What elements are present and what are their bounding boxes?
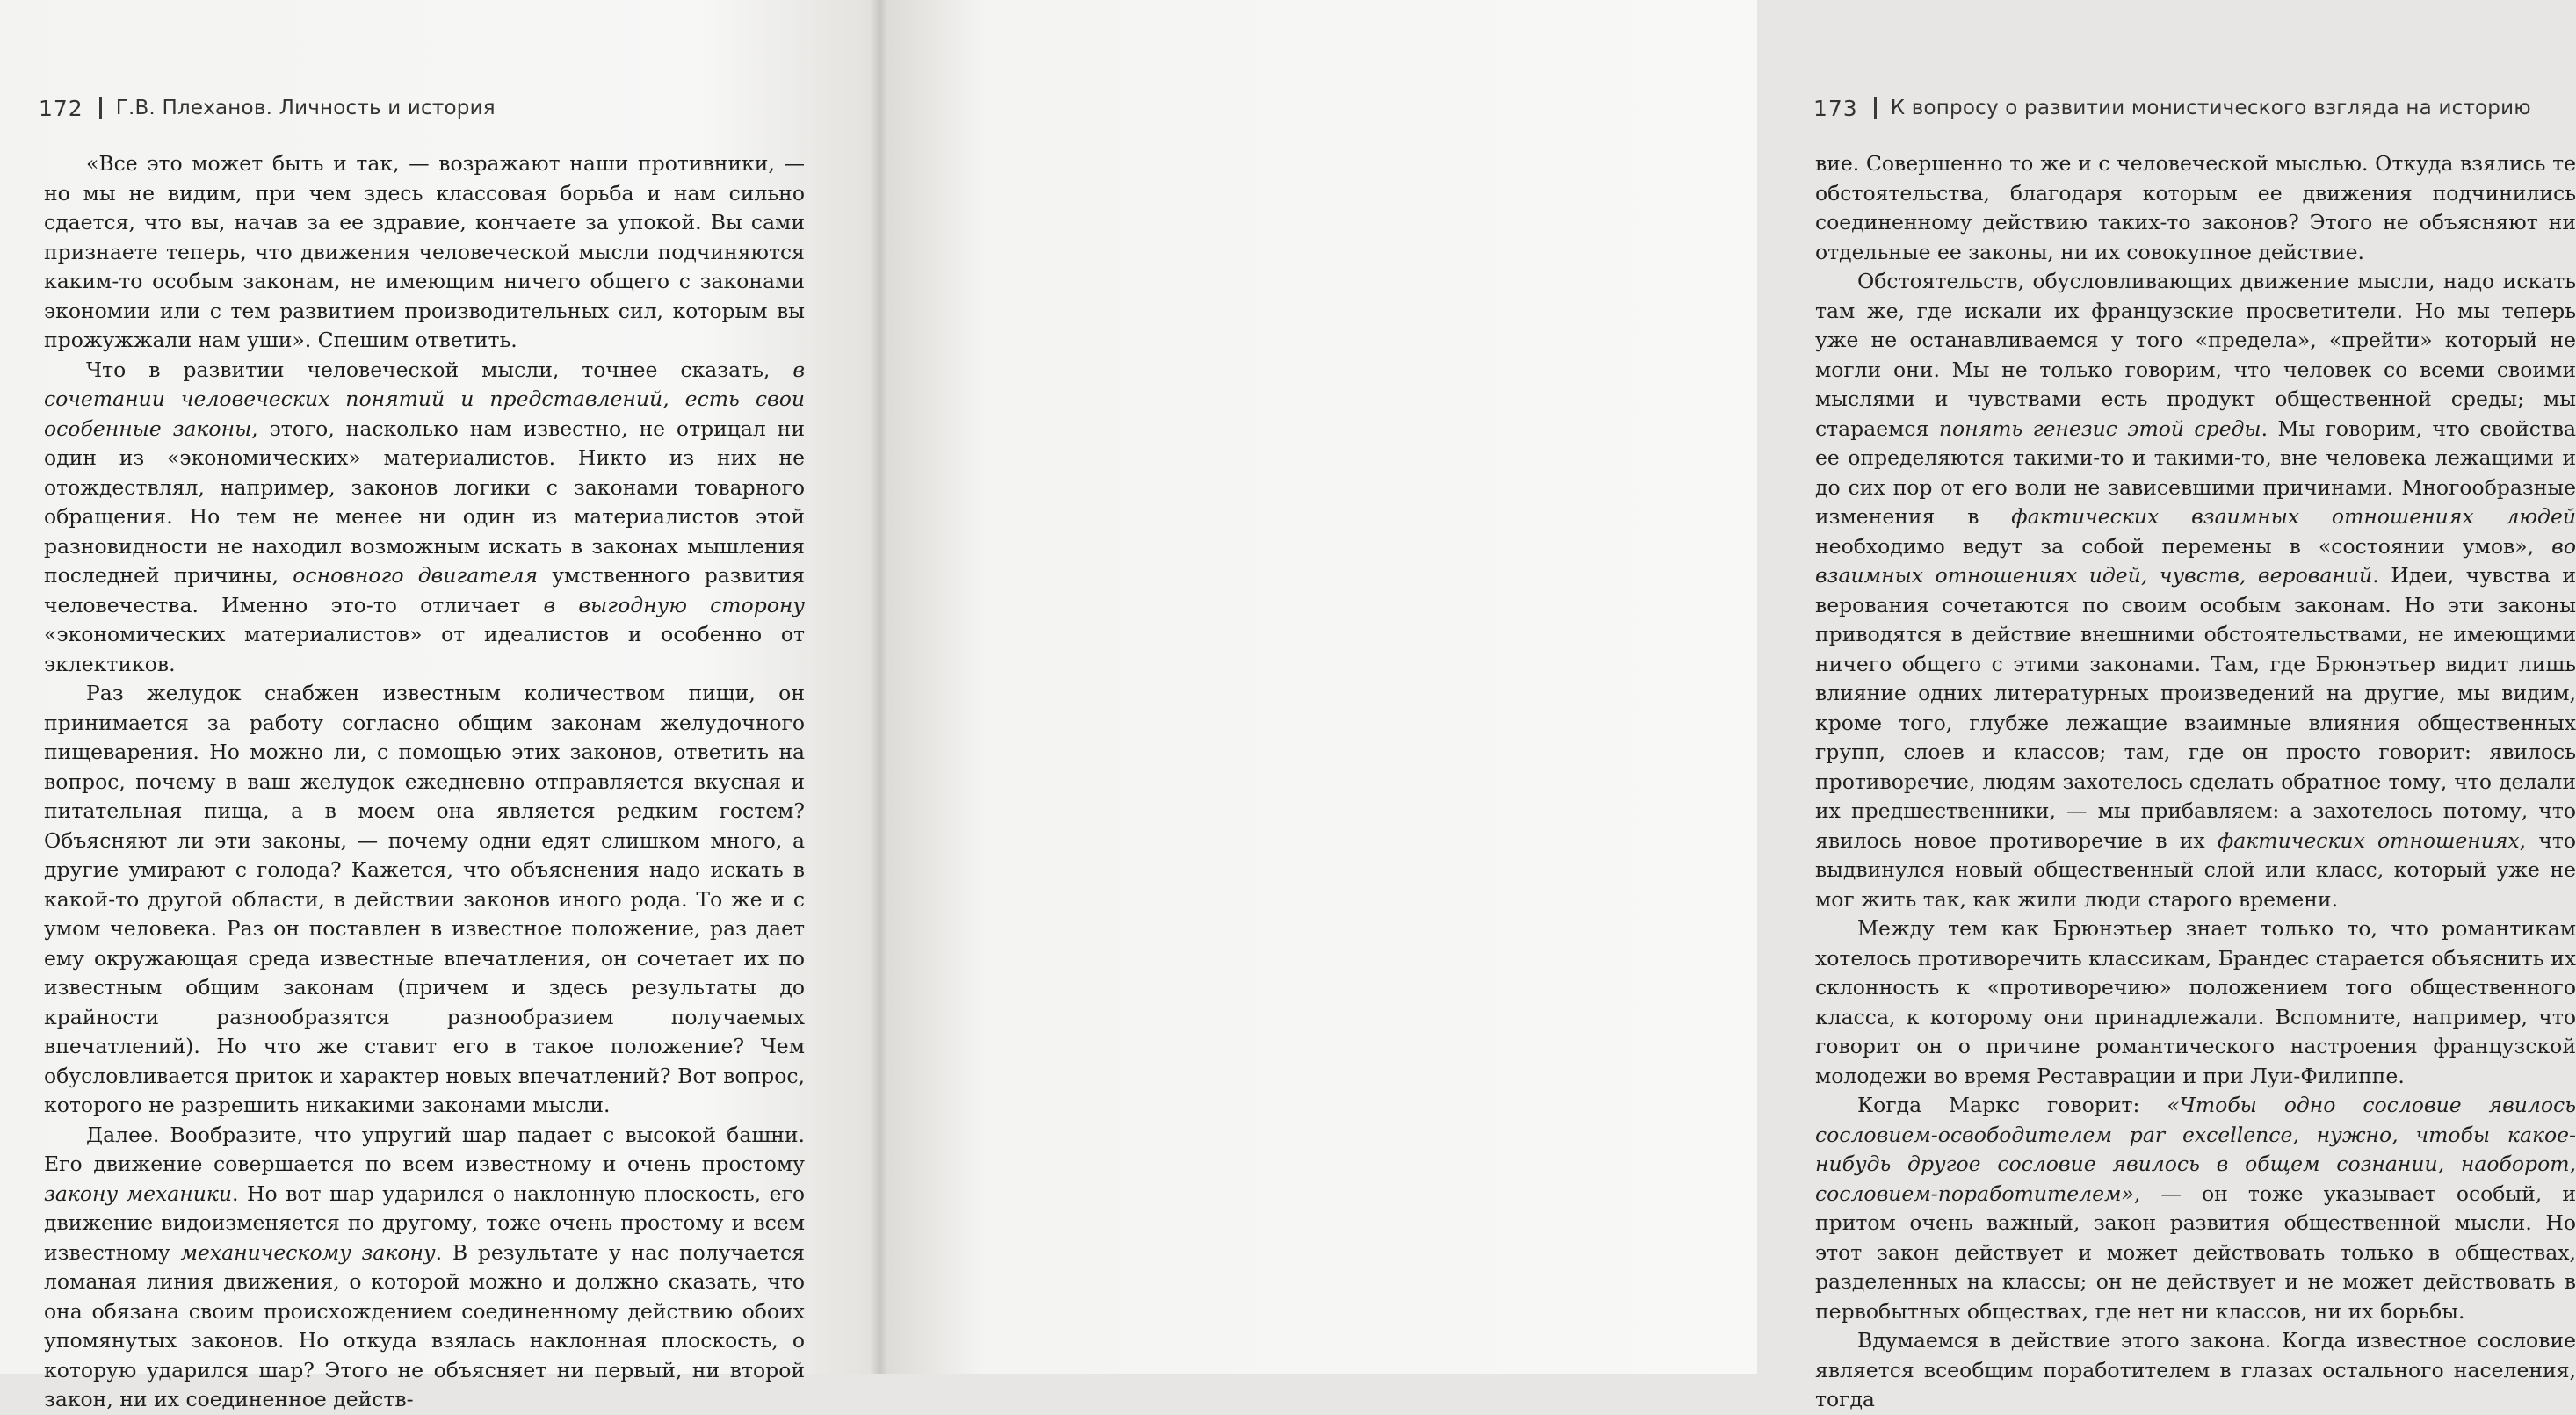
- right-page-body: [1815, 149, 2576, 1415]
- italic-emphasis: в выгодную сторону: [543, 592, 805, 617]
- text-run: умственного развития человечества. Именно это-то отличает: [44, 563, 805, 617]
- italic-emphasis: механическому закону: [180, 1239, 436, 1265]
- left-page-header: [39, 90, 496, 126]
- right-page: [879, 0, 2576, 1411]
- right-paragraph-4: [1815, 1091, 2576, 1326]
- text-run: Что в развитии человеческой мысли, точнее сказать,: [86, 357, 793, 382]
- italic-emphasis: в сочетании человеческих понятий и представлений, есть свои особенные законы: [44, 357, 805, 441]
- right-paragraph-5: Вдумаемся в действие этого закона. Когда известное сословие является всеобщим поработителем в глазах остального населения, тогда: [1815, 1328, 2576, 1411]
- italic-emphasis: основного двигателя: [293, 563, 539, 588]
- left-running-head: Г.В. Плеханов. Личность и история: [115, 97, 496, 119]
- text-run: . Идеи, чувства и верования сочетаются по своим особым законам. Но эти законы приводятся в действие внешними обстоятельствами, не имеющими ничего общего с этими законами. Там, где Брюнэтьер видит лишь влияние одних литературных произведений на другие, мы видим, кроме того, глубже лежащие взаимные влияния общественных групп, слоев и классов; там, где он просто говорит: явилось противоречие, людям захотелось сделать обратное тому, что делали их предшественники, — мы прибавляем: а захотелось потому, что явилось новое противоречие в их: [1815, 563, 2576, 853]
- left-page: [0, 0, 879, 1411]
- book-gutter-shadow: [870, 0, 887, 1374]
- left-paragraph-4: [44, 1121, 805, 1415]
- text-run: , — он тоже указывает особый, и притом очень важный, закон развития общественной мысли. Но этот закон действует и может действовать только в обществах, разделенных на классы; он не действует и не может действовать в первобытных обществах, где нет ни классов, ни их борьбы.: [1815, 1180, 2576, 1324]
- right-paragraph-3: Между тем как Брюнэтьер знает только то, что романтикам хотелось противоречить классикам, Брандес старается объяснить их склонность к «противоречию» положением того общественного класса, к которому они принадлежали. Вспомните, например, что говорит он о причине романтического настроения французской молодежи во время Реставрации и при Луи-Филиппе.: [1815, 916, 2576, 1088]
- right-paragraph-2: [1815, 267, 2576, 914]
- italic-emphasis: «Чтобы одно сословие явилось сословием-освободителем par excellence, нужно, чтобы какое-нибудь другое сословие явилось в общем сознании, наоборот, сословием-поработителем»: [1815, 1093, 2576, 1206]
- text-run: . Мы говорим, что свойства ее определяются такими-то и такими-то, вне человека лежащими и до сих пор от его воли не зависевшими причинами. Многообразные изменения в: [1815, 415, 2576, 529]
- italic-emphasis: понять генезис этой среды: [1938, 415, 2261, 441]
- right-page-number: 173: [1813, 95, 1858, 121]
- left-page-body: [44, 149, 805, 1415]
- italic-emphasis: фактических взаимных отношениях людей: [2011, 504, 2576, 529]
- header-separator: [1874, 97, 1877, 119]
- text-run: Далее. Вообразите, что упругий шар падает с высокой башни. Его движение совершается по всем известному и очень простому: [44, 1122, 805, 1176]
- left-paragraph-1: «Все это может быть и так, — возражают наши противники, — но мы не видим, при чем здесь классовая борьба и нам сильно сдается, что вы, начав за ее здравие, кончаете за упокой. Вы сами признаете теперь, что движения человеческой мысли подчиняются каким-то особым законам, не имеющим ничего общего с законами экономии или с тем развитием производительных сил, которым вы прожужжали нам уши». Спешим ответить.: [44, 151, 805, 352]
- left-page-number: 172: [39, 95, 83, 121]
- text-run: Когда Маркс говорит:: [1857, 1093, 2167, 1117]
- text-run: , что выдвинулся новый общественный слой или класс, который уже не мог жить так, как жили люди старого времени.: [1815, 827, 2576, 912]
- italic-emphasis: закону механики: [44, 1180, 233, 1206]
- header-separator: [99, 97, 102, 119]
- text-run: , этого, насколько нам известно, не отрицал ни один из «экономических» материалистов. Никто из них не отождествлял, например, законов логики с законами товарного обращения. Но тем не менее ни один из материалистов этой разновидности не находил возможным искать в законах мышления последней причины,: [44, 415, 806, 588]
- right-page-header: [1813, 90, 2531, 126]
- right-running-head: К вопросу о развитии монистического взгляда на историю: [1890, 97, 2531, 119]
- text-run: необходимо ведут за собой перемены в «состоянии умов»,: [1815, 533, 2552, 559]
- right-paragraph-1: вие. Совершенно то же и с человеческой мыслью. Откуда взялись те обстоятельства, благодаря которым ее движения подчинились соединенному действию таких-то законов? Этого не объясняют ни отдельные ее законы, ни их совокупное действие.: [1815, 151, 2576, 264]
- text-run: Обстоятельств, обусловливающих движение мысли, надо искать там же, где искали их французские просветители. Но мы теперь уже не останавливаемся у того «предела», «прейти» который не могли они. Мы не только говорим, что человек со всеми своими мыслями и чувствами есть продукт общественной среды; мы стараемся: [1815, 269, 2576, 441]
- italic-emphasis: во взаимных отношениях идей, чувств, верований: [1815, 533, 2576, 588]
- left-paragraph-2: [44, 356, 805, 680]
- text-run: . Но вот шар ударился о наклонную плоскость, его движение видоизменяется по другому, тоже очень простому и всем известному: [44, 1180, 805, 1265]
- italic-emphasis: фактических отношениях: [2217, 827, 2520, 853]
- text-run: «экономических материалистов» от идеалистов и особенно от эклектиков.: [44, 622, 805, 676]
- text-run: . В результате у нас получается ломаная линия движения, о которой можно и должно сказать, что она обязана своим происхождением соединенному действию обоих упомянутых законов. Но откуда взялась наклонная плоскость, о которую ударился шар? Этого не объясняет ни первый, ни второй закон, ни их соединенное действ-: [44, 1239, 805, 1411]
- left-paragraph-3: Раз желудок снабжен известным количеством пищи, он принимается за работу согласно общим законам желудочного пищеварения. Но можно ли, с помощью этих законов, ответить на вопрос, почему в ваш желудок ежедневно отправляется вкусная и питательная пища, а в моем она является редким гостем? Объясняют ли эти законы, — почему одни едят слишком много, а другие умирают с голода? Кажется, что объяснения надо искать в какой-то другой области, в действии законов иного рода. То же и с умом человека. Раз он поставлен в известное положение, раз дает ему окружающая среда известные впечатления, он сочетает их по известным общим законам (причем и здесь результаты до крайности разнообразятся разнообразием получаемых впечатлений). Но что же ставит его в такое положение? Чем обусловливается приток и характер новых впечатлений? Вот вопрос, которого не разрешить никакими законами мысли.: [44, 681, 805, 1117]
